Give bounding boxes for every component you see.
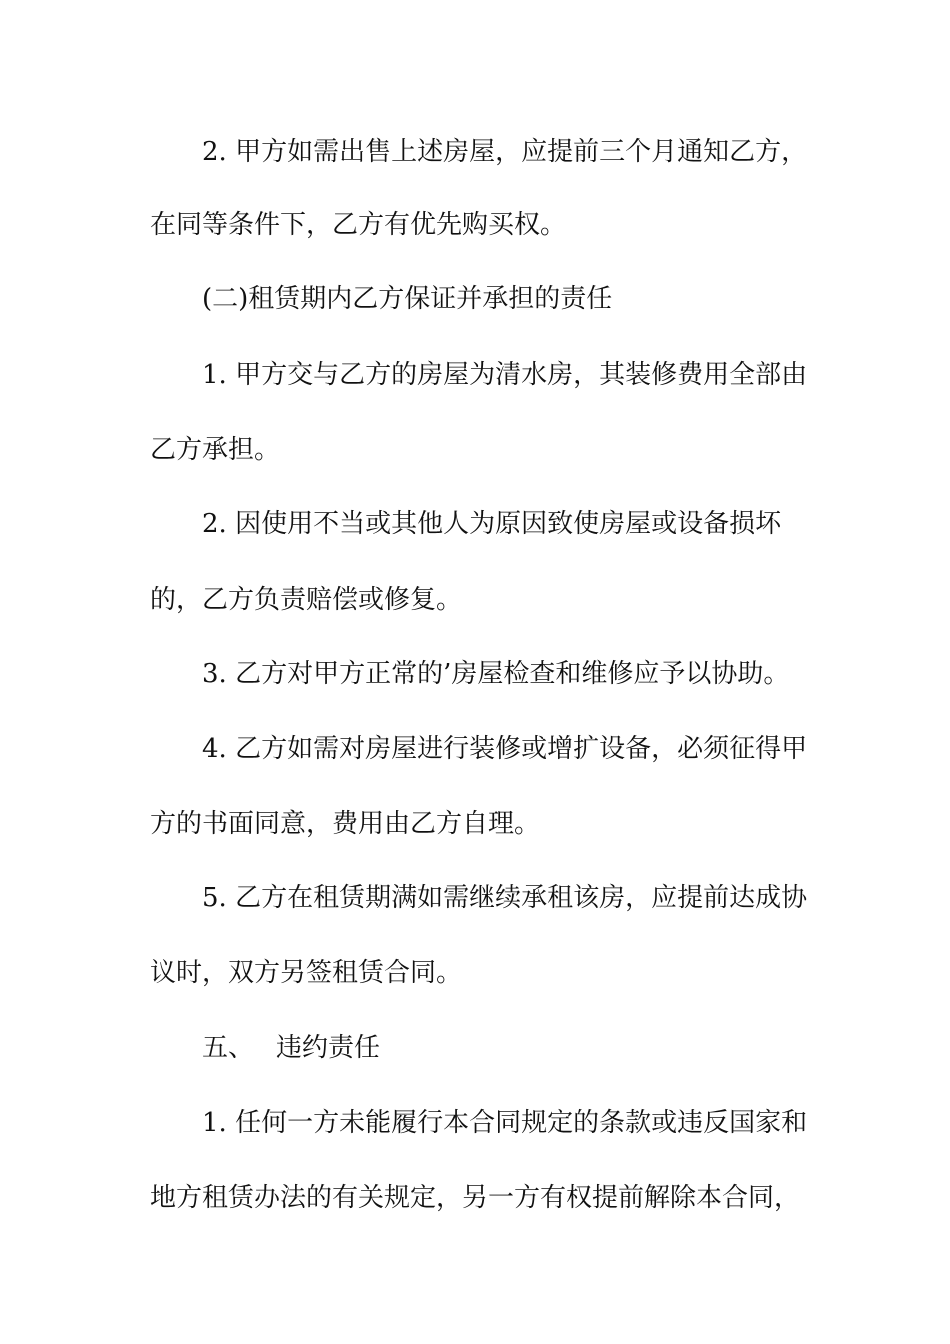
- paragraph-line-7: 3. 乙方对甲方正常的’房屋检查和维修应予以协助。: [202, 659, 790, 689]
- paragraph-line-8: 4. 乙方如需对房屋进行装修或增扩设备，必须征得甲: [202, 734, 808, 764]
- paragraph-line-12: 1. 任何一方未能履行本合同规定的条款或违反国家和: [202, 1108, 808, 1138]
- section-heading-2: (二)租赁期内乙方保证并承担的责任: [202, 284, 613, 314]
- section-heading-5: [202, 1030, 862, 1066]
- paragraph-line-10: 5. 乙方在租赁期满如需继续承租该房，应提前达成协: [202, 883, 808, 913]
- paragraph-line-6: 的，乙方负责赔偿或修复。: [150, 585, 463, 615]
- paragraph-line-4: 乙方承担。: [150, 435, 281, 465]
- paragraph-line-2: 在同等条件下，乙方有优先购买权。: [150, 210, 567, 240]
- section-number: 五、: [202, 1033, 255, 1063]
- paragraph-line-5: 2. 因使用不当或其他人为原因致使房屋或设备损坏: [202, 509, 782, 539]
- paragraph-line-1: 2. 甲方如需出售上述房屋，应提前三个月通知乙方，: [202, 137, 808, 167]
- paragraph-line-11: 议时，双方另签租赁合同。: [150, 958, 463, 988]
- paragraph-line-3: 1. 甲方交与乙方的房屋为清水房，其装修费用全部由: [202, 360, 808, 390]
- paragraph-line-9: 方的书面同意，费用由乙方自理。: [150, 809, 541, 839]
- paragraph-line-13: 地方租赁办法的有关规定，另一方有权提前解除本合同，: [150, 1183, 801, 1213]
- section-title: 违约责任: [276, 1033, 381, 1063]
